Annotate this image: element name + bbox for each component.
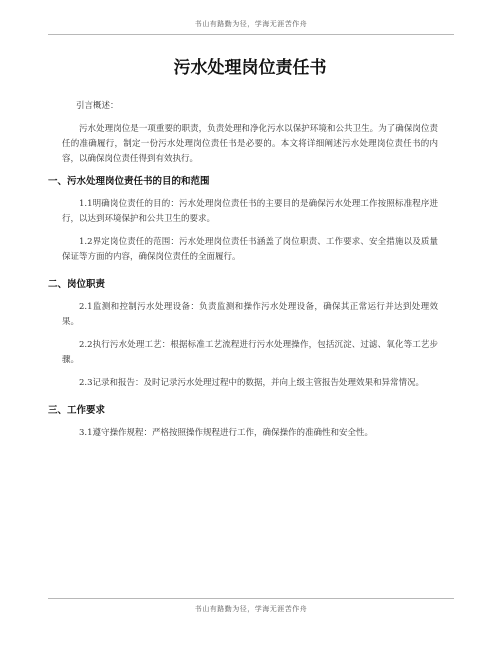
footer-divider [48,598,454,599]
section-heading-requirements: 三、工作要求 [48,405,106,416]
section-item: 3.1遵守操作规程：严格按照操作规程进行工作，确保操作的准确性和安全性。 [79,428,374,438]
document-title: 污水处理岗位责任书 [173,58,327,78]
document-body [48,56,438,449]
section-item: 1.2界定岗位责任的范围：污水处理岗位责任书涵盖了岗位职责、工作要求、安全措施以及质量保证等方面的内容，确保岗位责任的全面履行。 [62,237,438,262]
section-item: 1.1明确岗位责任的目的：污水处理岗位责任书的主要目的是确保污水处理工作按照标准程序进行，以达到环境保护和公共卫生的要求。 [62,199,438,224]
footer-motto: 书山有路勤为径，学海无涯苦作舟 [194,605,308,613]
header-divider [48,34,454,35]
section-heading-purpose: 一、污水处理岗位责任书的目的和范围 [48,176,210,187]
section-item: 2.2执行污水处理工艺：根据标准工艺流程进行污水处理操作，包括沉淀、过滤、氧化等工艺步骤。 [62,340,438,365]
section-item: 2.1监测和控制污水处理设备：负责监测和操作污水处理设备，确保其正常运行并达到处理效果。 [62,302,438,327]
intro-label: 引言概述： [76,101,119,111]
section-heading-duties: 二、岗位职责 [48,279,106,290]
section-item: 2.3记录和报告：及时记录污水处理过程中的数据，并向上级主管报告处理效果和异常情况。 [79,378,425,388]
header-motto: 书山有路勤为径，学海无涯苦作舟 [194,20,308,28]
intro-paragraph: 污水处理岗位是一项重要的职责，负责处理和净化污水以保护环境和公共卫生。为了确保岗位责任的准确履行，制定一份污水处理岗位责任书是必要的。本文将详细阐述污水处理岗位责任书的内容，以确保岗位责任得到有效执行。 [62,124,438,164]
